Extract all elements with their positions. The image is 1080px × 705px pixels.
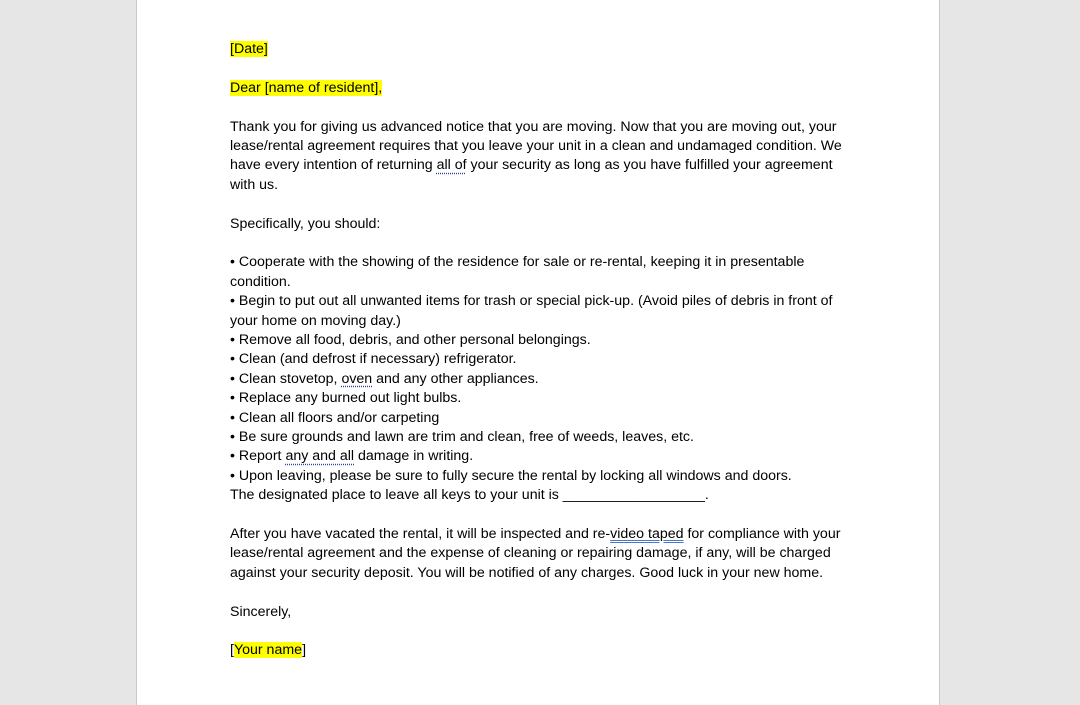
bullet-fridge[interactable]: • Clean (and defrost if necessary) refrigerator. <box>230 351 517 368</box>
signoff-line[interactable]: Sincerely, <box>230 603 292 620</box>
date-placeholder[interactable]: [Date] <box>230 41 268 57</box>
bullet-remove[interactable]: • Remove all food, debris, and other personal belongings. <box>230 332 591 349</box>
bullet-trash[interactable]: • Begin to put out all unwanted items for trash or special pick-up. (Avoid piles of debris in front of your home on moving day.) <box>230 293 833 329</box>
closing-text-2: for compliance with your lease/rental agreement and the expense of cleaning or repairing damage, if any, will be charged against your security deposit. You will be notified of any charges. Good luck in your new home. <box>230 526 841 581</box>
signature-name-placeholder[interactable]: Your name <box>233 642 303 659</box>
grammar-flag-all-of[interactable]: all of <box>436 157 467 174</box>
blank-line <box>230 98 855 117</box>
salutation[interactable]: Dear [name of resident], <box>230 79 383 96</box>
bullet-report-suffix: damage in writing. <box>354 448 474 465</box>
salutation-line[interactable] <box>230 79 855 98</box>
bullet-stovetop-suffix: and any other appliances. <box>372 370 539 387</box>
blank-line <box>230 195 855 214</box>
signature-close-bracket: ] <box>302 642 307 659</box>
bullet-stovetop[interactable] <box>230 370 855 389</box>
blank-line <box>230 622 855 641</box>
date-line[interactable] <box>230 40 855 59</box>
bullet-leaving[interactable]: • Upon leaving, please be sure to fully secure the rental by locking all windows and doors. <box>230 467 792 484</box>
blank-line <box>230 234 855 253</box>
bullet-grounds[interactable]: • Be sure grounds and lawn are trim and clean, free of weeds, leaves, etc. <box>230 429 694 446</box>
blank-line <box>230 583 855 602</box>
document-page[interactable] <box>136 0 940 705</box>
closing-paragraph[interactable] <box>230 525 855 583</box>
signature-open-bracket: [ <box>230 642 234 659</box>
bullet-floors[interactable]: • Clean all floors and/or carpeting <box>230 409 440 426</box>
intro-text-2: your security as long as you have fulfilled your agreement with us. <box>230 157 833 193</box>
blank-line <box>230 506 855 525</box>
grammar-flag-any-and-all[interactable]: any and all <box>285 448 355 465</box>
blank-line <box>230 59 855 78</box>
bullet-report-prefix: • Report <box>230 448 286 465</box>
lead-in-line[interactable]: Specifically, you should: <box>230 215 381 232</box>
bullet-stovetop-prefix: • Clean stovetop, <box>230 370 342 387</box>
bullet-bulbs[interactable]: • Replace any burned out light bulbs. <box>230 390 462 407</box>
bullet-report[interactable] <box>230 447 855 466</box>
intro-text-1: Thank you for giving us advanced notice that you are moving. Now that you are moving out, your lease/rental agreement requires that you leave your unit in a clean and undamaged condition. We have every intention of returning <box>230 118 842 174</box>
style-flag-video-taped[interactable]: video taped <box>610 526 684 543</box>
intro-paragraph[interactable] <box>230 118 855 196</box>
closing-text-1: After you have vacated the rental, it will be inspected and re- <box>230 526 611 543</box>
bullet-cooperate[interactable]: • Cooperate with the showing of the residence for sale or re-rental, keeping it in presentable condition. <box>230 254 805 290</box>
signature-line[interactable] <box>230 641 855 660</box>
grammar-flag-oven[interactable]: oven <box>341 370 373 387</box>
keys-line[interactable]: The designated place to leave all keys to your unit is __________________. <box>230 487 709 504</box>
letter-body[interactable] <box>230 40 855 661</box>
